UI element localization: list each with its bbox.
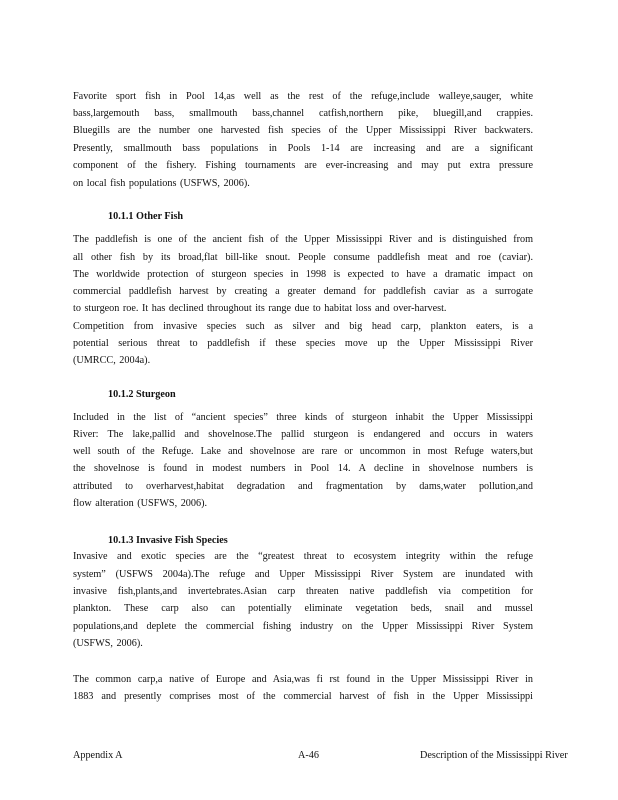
- para2-line-5: to sturgeon roe. It has declined throughout its range due to habitat loss and over-harvest.: [73, 303, 447, 314]
- para2-line-8: (UMRCC, 2004a).: [73, 355, 151, 366]
- para1-line-5: component of the fishery. Fishing tournaments are ever-increasing and may put extra pressure: [73, 160, 533, 171]
- footer-section-title: Description of the Mississippi River: [420, 750, 568, 761]
- para3-line-6: flow alteration (USFWS, 2006).: [73, 498, 208, 509]
- section-heading-sturgeon: 10.1.2 Sturgeon: [108, 389, 176, 400]
- para3-line-5: attributed to overharvest,habitat degradation and fragmentation by dams,water pollution,and: [73, 481, 533, 492]
- para1-line-1: Favorite sport fish in Pool 14,as well as the rest of the refuge,include walleye,sauger, white: [73, 91, 533, 102]
- para1-line-4: Presently, smallmouth bass populations in Pools 1-14 are increasing and are a significant: [73, 143, 533, 154]
- para4-line-5: populations,and deplete the commercial fishing industry on the Upper Mississippi River System: [73, 621, 533, 632]
- para2-line-7: potential serious threat to paddlefish if these species move up the Upper Mississippi River: [73, 338, 533, 349]
- para2-line-4: commercial paddlefish harvest by creating a greater demand for paddlefish caviar as a surrogate: [73, 286, 533, 297]
- para3-line-4: the shovelnose is found in modest numbers in Pool 14. A decline in shovelnose numbers is: [73, 463, 533, 474]
- para3-line-3: well south of the Refuge. Lake and shovelnose are rare or uncommon in most Refuge waters,but: [73, 446, 533, 457]
- section-heading-invasive-fish-species: 10.1.3 Invasive Fish Species: [108, 535, 228, 546]
- para4-line-2: system” (USFWS 2004a).The refuge and Upper Mississippi River System are inundated with: [73, 569, 533, 580]
- para2-line-3: The worldwide protection of sturgeon species in 1998 is expected to have a dramatic impact on: [73, 269, 533, 280]
- para4-line-3: invasive fish,plants,and invertebrates.Asian carp threaten native paddlefish via competition for: [73, 586, 533, 597]
- section-heading-other-fish: 10.1.1 Other Fish: [108, 211, 184, 222]
- para4-line-1: Invasive and exotic species are the “greatest threat to ecosystem integrity within the refuge: [73, 551, 533, 562]
- para2-line-6: Competition from invasive species such as silver and big head carp, plankton eaters, is a: [73, 321, 533, 332]
- para4-line-6: (USFWS, 2006).: [73, 638, 143, 649]
- para1-line-3: Bluegills are the number one harvested fish species of the Upper Mississippi River backwaters.: [73, 125, 533, 136]
- footer-appendix-label: Appendix A: [73, 750, 123, 761]
- para3-line-2: River: The lake,pallid and shovelnose.The pallid sturgeon is endangered and occurs in waters: [73, 429, 533, 440]
- para1-line-6: on local fish populations (USFWS, 2006).: [73, 178, 250, 189]
- para5-line-2: 1883 and presently comprises most of the commercial harvest of fish in the Upper Mississippi: [73, 691, 533, 702]
- para5-line-1: The common carp,a native of Europe and Asia,was fi rst found in the Upper Mississippi River in: [73, 674, 533, 685]
- footer-page-number: A-46: [298, 750, 319, 761]
- para2-line-1: The paddlefish is one of the ancient fish of the Upper Mississippi River and is distinguished from: [73, 234, 533, 245]
- para3-line-1: Included in the list of “ancient species” three kinds of sturgeon inhabit the Upper Mississippi: [73, 412, 533, 423]
- para2-line-2: all other fish by its broad,flat bill-like snout. People consume paddlefish meat and roe (caviar).: [73, 252, 533, 263]
- para4-line-4: plankton. These carp also can potentially eliminate vegetation beds, snail and mussel: [73, 603, 533, 614]
- para1-line-2: bass,largemouth bass, smallmouth bass,channel catfish,northern pike, bluegill,and crappies.: [73, 108, 533, 119]
